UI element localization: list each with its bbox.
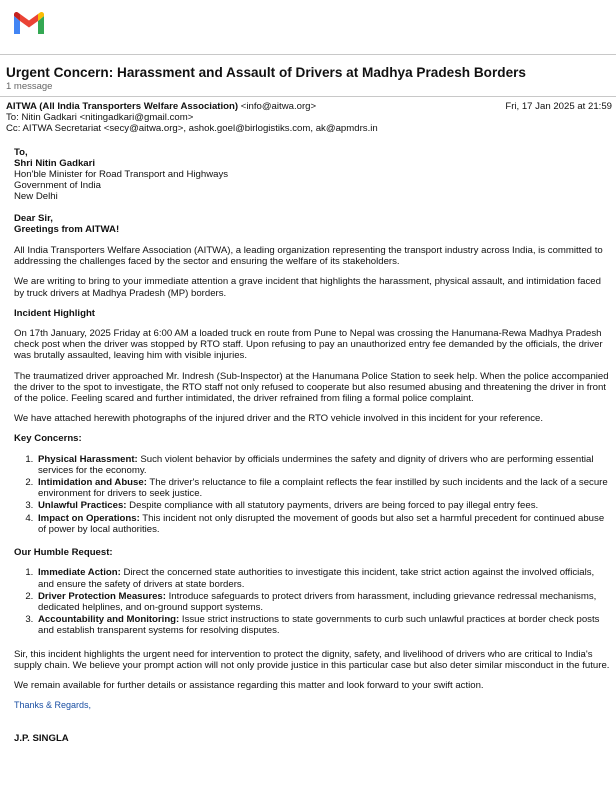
list-item-title: Impact on Operations: [38, 512, 140, 524]
list-item [36, 513, 610, 535]
greeting: Greetings from AITWA! [14, 223, 120, 235]
list-item [36, 454, 610, 476]
cc-line: Cc: AITWA Secretariat <secy@aitwa.org>, ashok.goel@birlogistiks.com, ak@apmdrs.in [6, 123, 378, 135]
list-item-text: The driver's reluctance to file a complaint reflects the fear instilled by such incidents and the lack of a secure environment for drivers to seek justice. [38, 477, 608, 500]
list-item-text: Issue strict instructions to state governments to curb such unlawful practices at border check posts and establish transparent systems for resolving disputes. [38, 614, 600, 637]
list-item [36, 591, 610, 613]
list-item [36, 477, 610, 499]
to-line: To: Nitin Gadkari <nitingadkari@gmail.com> [6, 112, 194, 124]
attachment-paragraph: We have attached herewith photographs of the injured driver and the RTO vehicle involved in this incident for your reference. [14, 413, 544, 425]
message-date: Fri, 17 Jan 2025 at 21:59 [505, 101, 612, 112]
sender-address[interactable]: <info@aitwa.org> [240, 101, 317, 112]
list-item-title: Physical Harassment: [38, 453, 138, 465]
closing-paragraph: Sir, this incident highlights the urgent need for intervention to protect the dignity, safety, and livelihood of drivers who are critical to India's supply chain. We believe your prompt action will not only provide justice in this particular case but also deter similar misconduct in the future. [14, 648, 610, 671]
list-item-title: Driver Protection Measures: [38, 590, 166, 602]
message-count: 1 message [6, 81, 53, 92]
message-header [0, 97, 616, 135]
list-item-title: Accountability and Monitoring: [38, 614, 180, 626]
incident-paragraph: On 17th January, 2025 Friday at 6:00 AM a loaded truck en route from Pune to Nepal was crossing the Hanumana-Rewa Madhya Pradesh check post when the driver was stopped by RTO staff. Upon refusing to pay an unauthorized entry fee demanded by the officials, the driver was brutally assaulted, leaving him with visible injuries. [14, 328, 603, 362]
list-item-title: Unlawful Practices: [38, 500, 127, 512]
police-paragraph: The traumatized driver approached Mr. Indresh (Sub-Inspector) at the Hanumana Police Station to seek help. When the police accompanied the driver to the spot to investigate, the RTO staff not only refused to cooperate but also resumed abusing and threatening the driver in front of the police. Feeling scared and further intimidated, the driver refrained from filing a formal police complaint. [14, 370, 609, 405]
salutation: Dear Sir, [14, 212, 53, 224]
email-subject: Urgent Concern: Harassment and Assault of Drivers at Madhya Pradesh Borders [6, 65, 526, 80]
email-body [0, 135, 616, 745]
list-item [36, 567, 610, 589]
purpose-paragraph: We are writing to bring to your immediate attention a grave incident that highlights the harassment, physical assault, and intimidation faced by truck drivers at Madhya Pradesh (MP) borders. [14, 276, 601, 299]
list-item-text: Despite compliance with all statutory payments, drivers are being forced to pay illegal entry fees. [126, 500, 539, 512]
to-label: To, [14, 146, 28, 158]
concerns-list [14, 454, 610, 535]
list-item-text: Direct the concerned state authorities to investigate this incident, take strict action against the involved officials, and ensure the safety of drivers at state borders. [38, 567, 595, 590]
recipient-address-block [14, 147, 610, 203]
request-heading: Our Humble Request: [14, 547, 113, 559]
list-item-text: Introduce safeguards to protect drivers from harassment, including grievance redressal mechanisms, dedicated helplines, and on-ground support systems. [38, 590, 597, 613]
concerns-heading: Key Concerns: [14, 433, 82, 445]
subject-block [0, 55, 616, 92]
availability-paragraph: We remain available for further details or assistance regarding this matter and look forward to your swift action. [14, 679, 484, 691]
recipient-title: Hon'ble Minister for Road Transport and Highways [14, 169, 229, 181]
list-item-title: Intimidation and Abuse: [38, 477, 147, 489]
gmail-logo-icon[interactable] [12, 10, 46, 36]
list-item-title: Immediate Action: [38, 567, 121, 579]
recipient-name: Shri Nitin Gadkari [14, 157, 96, 169]
list-item-text: This incident not only disrupted the movement of goods but also set a harmful precedent for continued abuse of power by local authorities. [38, 512, 605, 535]
recipient-org: Government of India [14, 180, 101, 192]
list-item [36, 614, 610, 636]
thanks-regards: Thanks & Regards, [14, 700, 92, 711]
recipient-city: New Delhi [14, 191, 58, 203]
list-item-text: Such violent behavior by officials undermines the safety and dignity of drivers who are performing essential services for the economy. [38, 453, 594, 476]
incident-heading: Incident Highlight [14, 307, 96, 319]
requests-list [14, 567, 610, 636]
gmail-header [0, 0, 616, 54]
sender-name[interactable]: AITWA (All India Transporters Welfare Association) [6, 101, 239, 112]
intro-paragraph: All India Transporters Welfare Association (AITWA), a leading organization representing the transport industry across India, is committed to addressing the challenges faced by the sector and ensuring the welfare of its stakeholders. [14, 245, 603, 268]
salutation-block [14, 213, 610, 235]
signature: J.P. SINGLA [14, 733, 69, 745]
list-item [36, 500, 610, 511]
